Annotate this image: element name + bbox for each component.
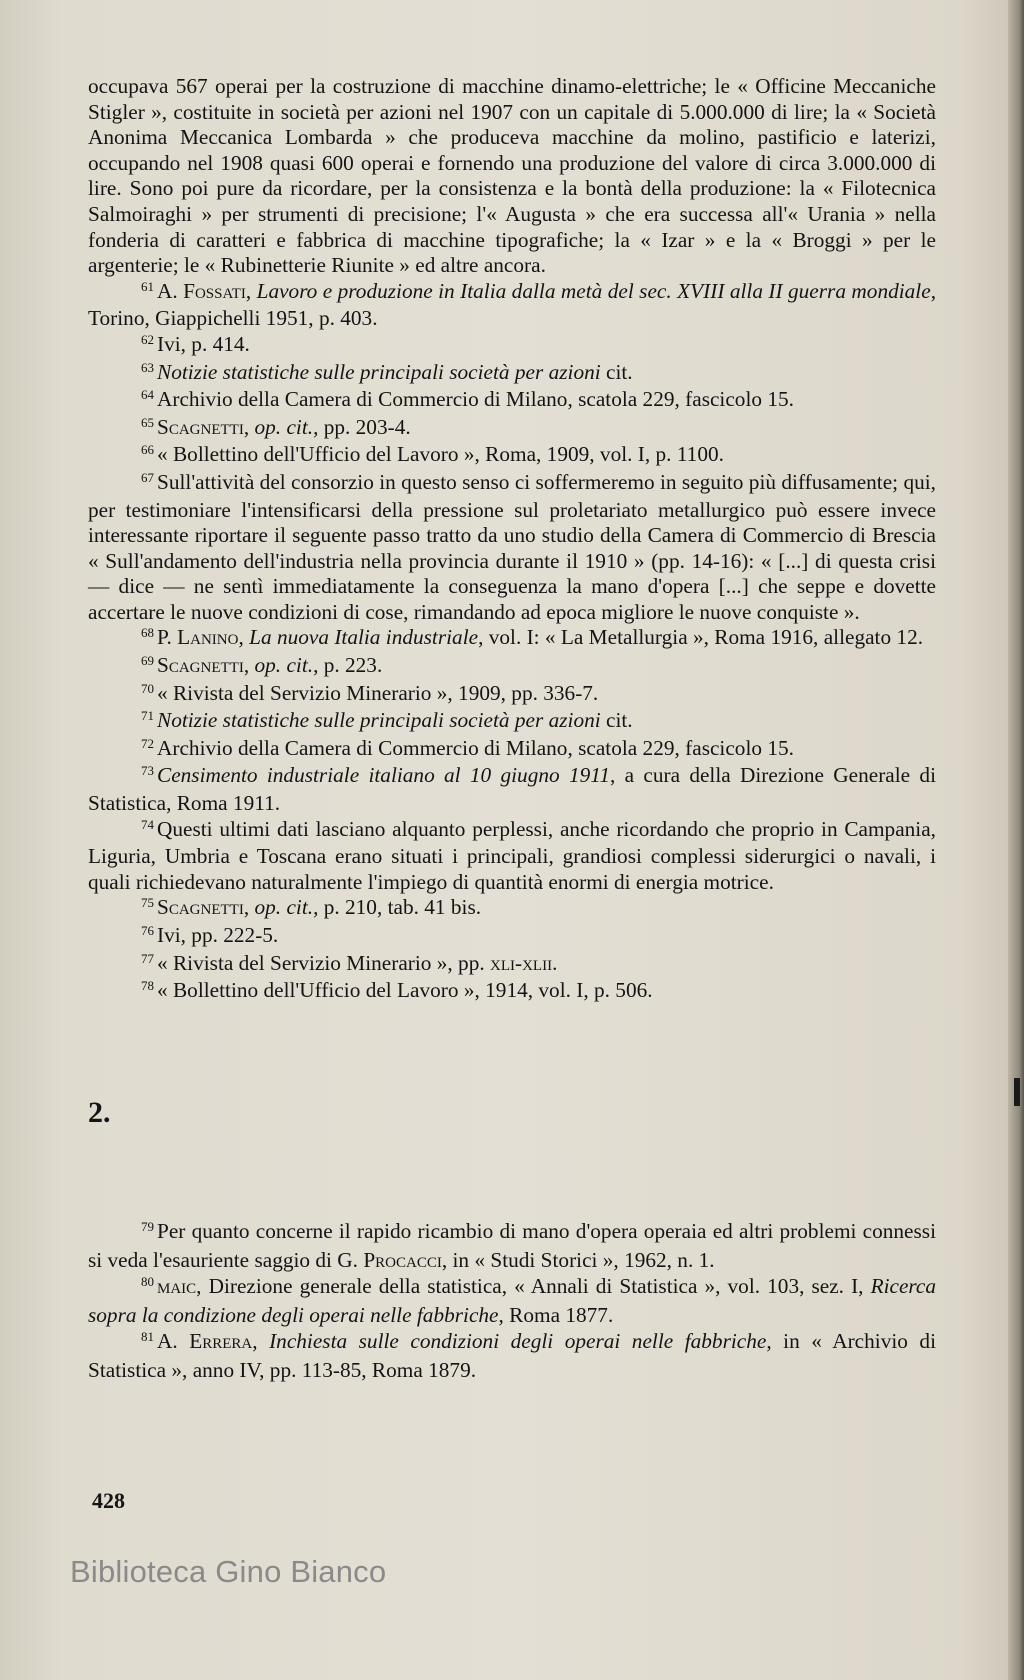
footnote-rest: , in « Archivio di Statistica », anno IV, pp. 113-85, Roma 1879. — [88, 1329, 936, 1382]
footnote-text: Ivi, p. 414. — [157, 331, 250, 356]
footnote-number: 68 — [141, 625, 154, 641]
footnote-number: 70 — [141, 680, 154, 696]
footnote-text: « Bollettino dell'Ufficio del Lavoro », 1914, vol. I, p. 506. — [157, 978, 653, 1003]
footnote-rest: , p. 223. — [313, 653, 383, 678]
footnote-81: $^{81}$ A. Errera, Inchiesta sulle condizioni degli operai nelle fabbriche, in « Archivio di Statistica », anno IV, pp. 113-85, Roma 1879. — [88, 1329, 936, 1382]
footnote-68: $^{68}$ P. Lanino, La nuova Italia industriale, vol. I: « La Metallurgia », Roma 1916, allegato 12. — [141, 625, 924, 650]
footnote-73 — [88, 763, 936, 816]
footnote-author: Scagnetti — [157, 653, 244, 678]
footnote-text: Per quanto concerne il rapido ricambio di mano d'opera operaia ed altri problemi connessi si veda l'esauriente saggio di G. — [88, 1219, 936, 1272]
footnote-author: A. Errera — [157, 1329, 253, 1353]
footnote-70 — [88, 681, 936, 709]
footnote-62 — [88, 332, 936, 360]
footnote-author: Scagnetti — [157, 414, 244, 439]
footnote-rest: cit. — [600, 359, 633, 384]
footnote-66 — [88, 442, 936, 470]
footnote-text: Sull'attività del consorzio in questo senso ci soffermeremo in seguito più diffusamente; qui, per testimoniare l'intensificarsi della pressione sul proletariato metallurgico può essere invece interessante riportare il seguente passo tratto da uno studio della Camera di Commercio di Brescia « Sull'andamento dell'industria nella provincia durante il 1910 » (pp. 14-16): « [...] di questa crisi — dice — ne sentì immediatamente la conseguenza la mano d'opera [...] che seppe e dovette accertare le nuove condizioni di cose, rimandando ad epoca migliore le nuove conquiste ». — [88, 469, 936, 624]
footnote-rest: , a cura della Direzione Generale di Statistica, Roma 1911. — [88, 763, 936, 816]
footnote-number: 69 — [141, 653, 154, 669]
footnote-rest: , vol. I: « La Metallurgia », Roma 1916, allegato 12. — [478, 625, 924, 650]
footnote-74 — [88, 817, 936, 896]
library-watermark: Biblioteca Gino Bianco — [70, 1554, 387, 1589]
footnote-text: Questi ultimi dati lasciano alquanto perplessi, anche ricordando che proprio in Campania, Liguria, Umbria e Toscana erano situati i principali, grandiosi complessi siderurgici o navali, i quali richiedevano naturalmente l'impiego di quantità enormi di energia motrice. — [88, 816, 936, 894]
footnote-80 — [88, 1273, 936, 1328]
footnote-title: Inchiesta sulle condizioni degli operai nelle fabbriche — [269, 1329, 767, 1353]
footnote-number: 79 — [141, 1219, 154, 1234]
footnote-71 — [88, 708, 936, 736]
footnote-rest: cit. — [600, 708, 633, 733]
footnote-number: 64 — [141, 387, 154, 403]
footnote-number: 78 — [141, 978, 154, 994]
footnote-text: « Bollettino dell'Ufficio del Lavoro », Roma, 1909, vol. I, p. 1100. — [157, 442, 724, 467]
footnote-text: , Direzione generale della statistica, « Annali di Statistica », vol. 103, sez. I, — [196, 1274, 871, 1298]
footnote-75: $^{75}$ Scagnetti, op. cit., p. 210, tab. 41 bis. — [141, 895, 482, 920]
footnote-76 — [88, 923, 936, 951]
footnote-author: A. Fossati — [157, 278, 246, 303]
footnote-author: P. Lanino — [157, 625, 239, 650]
footnote-number: 75 — [141, 895, 154, 911]
section-number: 2. — [88, 1096, 111, 1129]
footnote-cit: op. cit. — [254, 895, 314, 920]
footnote-title: Lavoro e produzione in Italia dalla metà del sec. XVIII alla II guerra mondiale — [256, 278, 931, 303]
footnote-number: 65 — [141, 414, 154, 430]
footnote-67 — [88, 470, 936, 626]
footnote-number: 76 — [141, 923, 154, 938]
footnote-rest: , in « Studi Storici », 1962, n. 1. — [441, 1248, 715, 1272]
footnote-rest: , Torino, Giappichelli 1951, p. 403. — [88, 278, 937, 331]
footnote-rest: , p. 210, tab. 41 bis. — [313, 895, 482, 920]
footnote-title: Notizie statistiche sulle principali società per azioni — [157, 708, 601, 733]
footnote-number: 66 — [141, 442, 154, 458]
footnote-79 — [88, 1218, 936, 1273]
footnote-cit: op. cit. — [254, 653, 314, 678]
section-2-notes — [88, 1218, 936, 1383]
footnote-number: 61 — [141, 278, 154, 294]
footnote-78 — [88, 978, 936, 1006]
footnote-rest: , Roma 1877. — [498, 1303, 614, 1327]
footnote-title: Censimento industriale italiano al 10 giugno 1911 — [157, 763, 610, 788]
footnote-63 — [88, 360, 936, 388]
footnote-number: 80 — [141, 1274, 154, 1289]
footnote-title: La nuova Italia industriale — [249, 625, 479, 650]
main-text-block — [88, 74, 936, 1006]
footnote-number: 63 — [141, 359, 154, 375]
footnote-text: Ivi, pp. 222-5. — [157, 923, 279, 947]
footnote-title: Ricerca sopra la condizione degli operai nelle fabbriche — [88, 1274, 936, 1327]
page-edge-shadow — [1008, 0, 1024, 1680]
footnote-number: 74 — [141, 816, 154, 832]
footnote-64 — [88, 387, 936, 415]
footnote-61: $^{61}$ A. Fossati, Lavoro e produzione in Italia dalla metà del sec. XVIII alla II guerra mondiale, Torino, Giappichelli 1951, p. 403. — [88, 278, 937, 331]
footnote-number: 67 — [141, 469, 154, 485]
footnote-number: 77 — [141, 950, 154, 966]
footnote-69: $^{69}$ Scagnetti, op. cit., p. 223. — [141, 653, 383, 678]
footnote-text: « Rivista del Servizio Minerario », pp. — [157, 950, 491, 975]
edge-mark — [1014, 1078, 1020, 1106]
footnote-rest: . — [552, 950, 558, 975]
footnote-text: Archivio della Camera di Commercio di Milano, scatola 229, fascicolo 15. — [157, 387, 794, 412]
footnote-77 — [88, 951, 936, 979]
footnote-org: maic — [157, 1274, 197, 1298]
footnote-title: Notizie statistiche sulle principali società per azioni — [157, 359, 601, 384]
footnote-text: Archivio della Camera di Commercio di Milano, scatola 229, fascicolo 15. — [157, 735, 794, 760]
footnote-65: $^{65}$ Scagnetti, op. cit., pp. 203-4. — [141, 414, 411, 439]
footnote-number: 62 — [141, 331, 154, 347]
footnote-text: « Rivista del Servizio Minerario », 1909, pp. 336-7. — [157, 680, 599, 705]
footnote-cit: op. cit. — [254, 414, 314, 439]
page-number: 428 — [92, 1488, 125, 1513]
footnote-72 — [88, 736, 936, 764]
footnote-author: Procacci — [363, 1248, 442, 1272]
footnote-number: 71 — [141, 708, 154, 724]
footnote-author: Scagnetti — [157, 895, 244, 920]
footnote-number: 81 — [141, 1329, 154, 1344]
footnote-number: 73 — [141, 763, 154, 779]
body-paragraph: occupava 567 operai per la costruzione di macchine dinamo-elettriche; le « Officine Meccaniche Stigler », costituite in società per azioni nel 1907 con un capitale di 5.000.000 di lire; la « Società Anonima Meccanica Lombarda » che produceva macchine da molino, pastificio e laterizi, occupando nel 1908 quasi 600 operai e fornendo una produzione del valore di circa 3.000.000 di lire. Sono poi pure da ricordare, per la consistenza e la bontà della produzione: la « Filotecnica Salmoiraghi » per strumenti di precisione; l'« Augusta » che era successa all'« Urania » nella fonderia di caratteri e fabbrica di macchine tipografiche; la « Izar » e la « Broggi » per le argenterie; le « Rubinetterie Riunite » ed altre ancora. — [88, 74, 936, 278]
footnote-pages: xli-xlii — [490, 950, 553, 975]
footnote-number: 72 — [141, 735, 154, 751]
footnote-rest: , pp. 203-4. — [313, 414, 411, 439]
